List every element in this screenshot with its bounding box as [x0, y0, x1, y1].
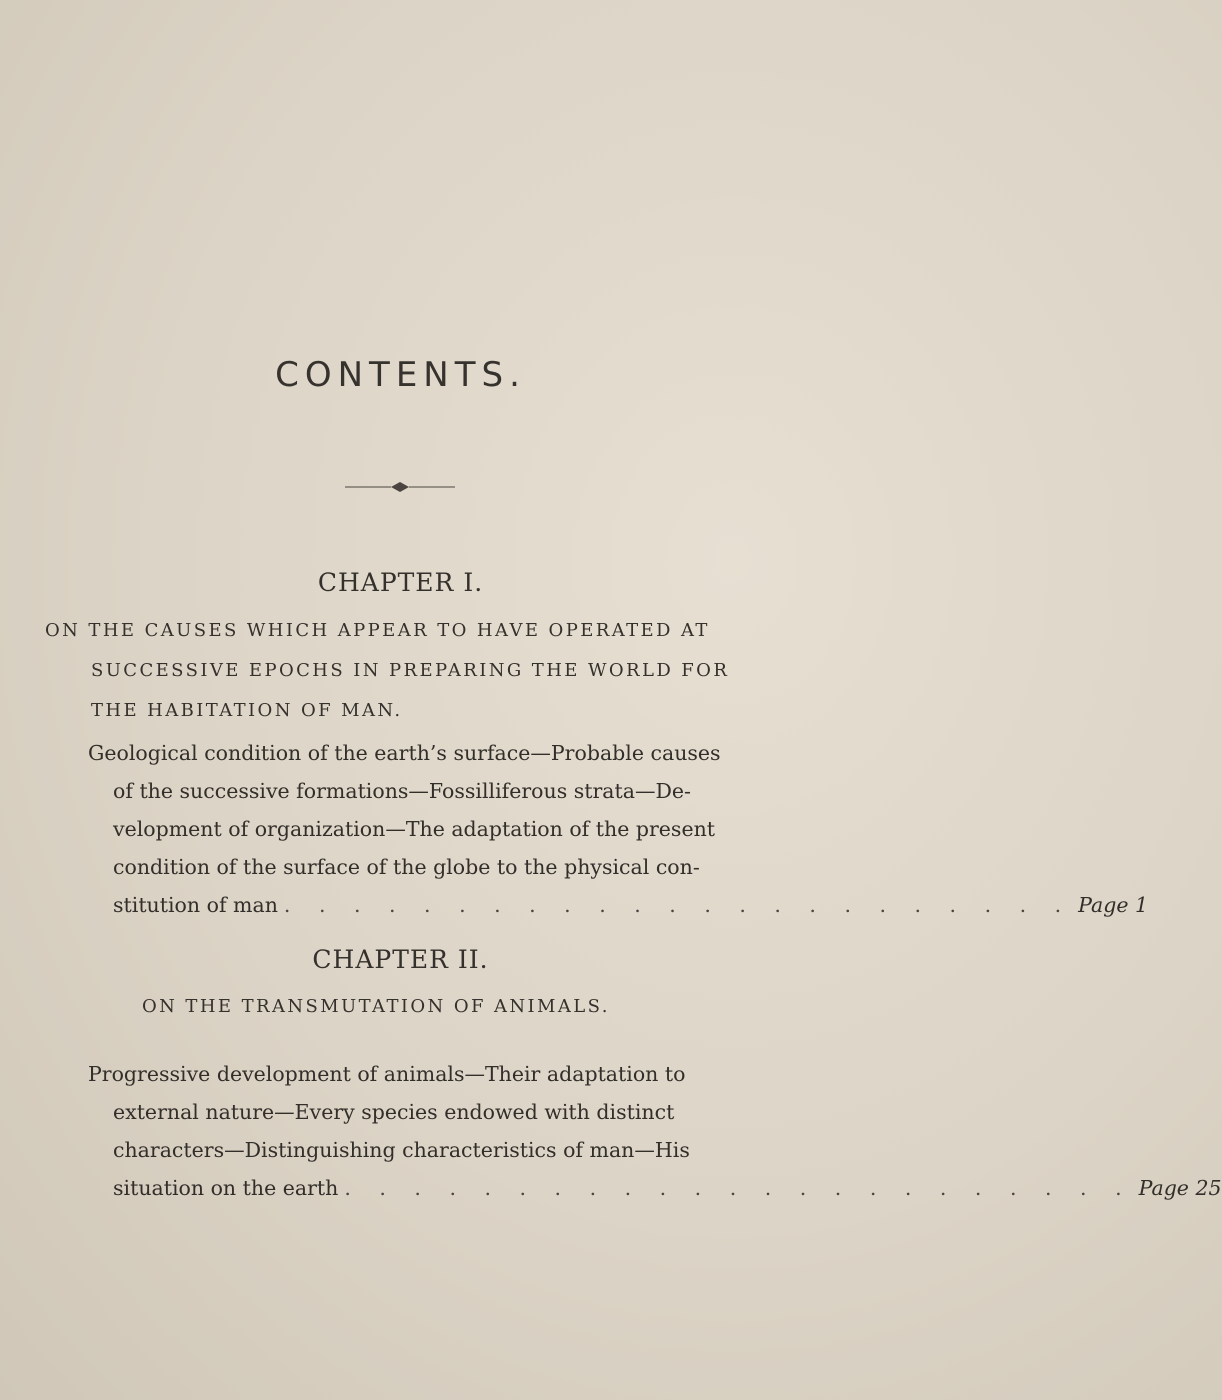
ornament-divider-icon — [345, 480, 455, 494]
chapter-1-subtitle-line: ON THE CAUSES WHICH APPEAR TO HAVE OPERATED AT — [45, 620, 710, 641]
chapter-1-summary-line: of the successive formations—Fossilliferous strata—De- — [113, 779, 691, 803]
chapter-1-page-ref: Page 1 — [1078, 893, 1149, 917]
chapter-2-summary-line: external nature—Every species endowed with distinct — [113, 1100, 675, 1124]
chapter-1-heading: CHAPTER I. — [317, 568, 484, 597]
chapter-1-summary-line: condition of the surface of the globe to the physical con- — [113, 855, 700, 879]
chapter-2-heading: CHAPTER II. — [312, 945, 489, 974]
chapter-1-subtitle — [45, 611, 729, 731]
leader-dots: . . . . . . . . . . . . . . . . . . . . . . . — [283, 893, 1073, 917]
chapter-2-entry-line — [88, 1169, 1222, 1207]
chapter-1-entry-line — [88, 886, 1149, 924]
chapter-1-subtitle-line: SUCCESSIVE EPOCHS IN PREPARING THE WORLD FOR — [91, 660, 730, 681]
page-title: CONTENTS. — [275, 355, 526, 395]
chapter-1-summary-last: stitution of man — [113, 893, 278, 917]
chapter-2-page-ref: Page 25 — [1138, 1176, 1222, 1200]
chapter-2-summary-line: characters—Distinguishing characteristics of man—His — [113, 1138, 690, 1162]
chapter-2-subtitle — [142, 987, 610, 1027]
chapter-1-summary-line: Geological condition of the earth’s surface—Probable causes — [88, 741, 721, 765]
chapter-1-summary-line: velopment of organization—The adaptation of the present — [113, 817, 716, 841]
chapter-2-summary-line: Progressive development of animals—Their adaptation to — [88, 1062, 686, 1086]
leader-dots: . . . . . . . . . . . . . . . . . . . . . . . — [344, 1176, 1133, 1200]
chapter-1-subtitle-line: THE HABITATION OF MAN. — [91, 700, 403, 721]
chapter-2-subtitle-line: ON THE TRANSMUTATION OF ANIMALS. — [142, 996, 610, 1017]
chapter-2-summary — [88, 1055, 1222, 1207]
chapter-2-summary-last: situation on the earth — [113, 1176, 339, 1200]
chapter-1-summary — [88, 734, 1149, 924]
